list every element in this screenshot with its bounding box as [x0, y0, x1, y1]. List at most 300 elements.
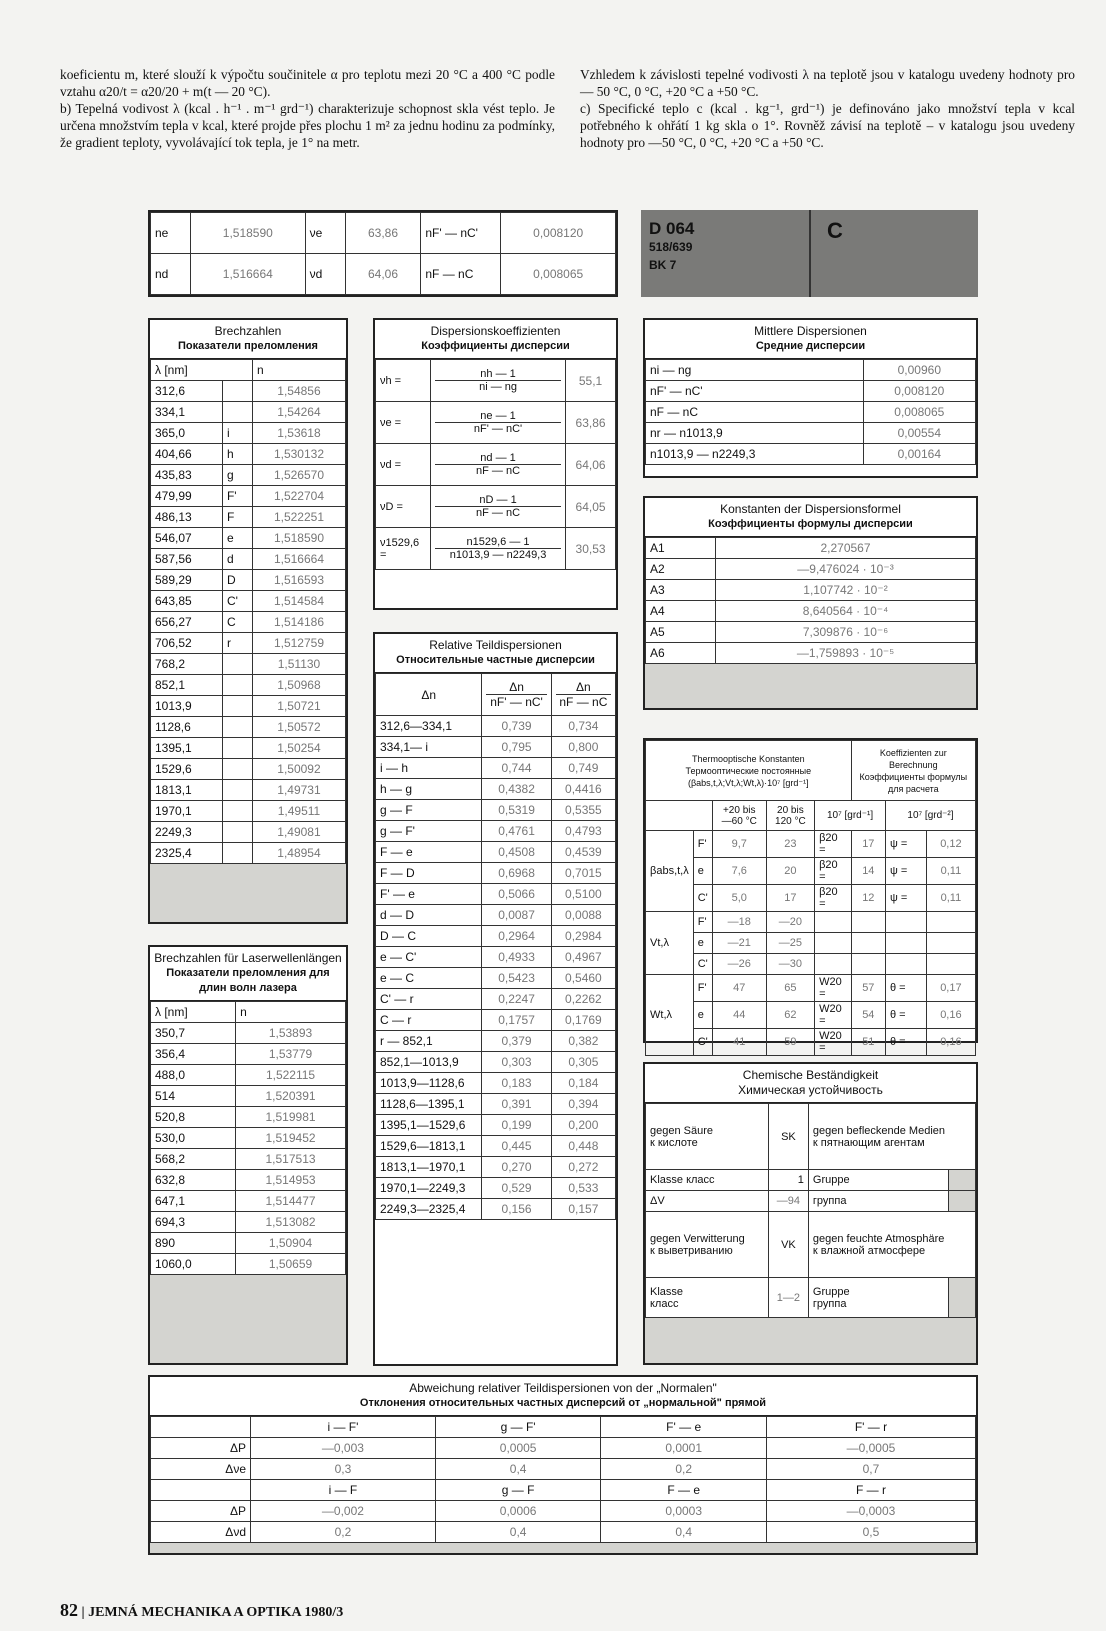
table-row	[376, 842, 616, 863]
table-row	[376, 989, 616, 1010]
table-row	[376, 926, 616, 947]
range-cell: e — C	[376, 968, 482, 989]
data-cell: Δνd	[151, 1522, 251, 1543]
symbol-cell: νD =	[376, 486, 431, 528]
index-cell: 1,50904	[236, 1233, 346, 1254]
range-cell: r — 852,1	[376, 1031, 482, 1052]
nd-value: 1,516664	[191, 254, 306, 295]
rel-value-prime: 0,199	[482, 1115, 551, 1136]
wavelength-cell: 694,3	[151, 1212, 236, 1233]
wavelength-cell: 706,52	[151, 633, 223, 654]
rel-value: 0,5460	[551, 968, 615, 989]
dispersion-constants-header	[645, 498, 976, 537]
blank-cell	[151, 1480, 251, 1501]
table-row	[151, 1501, 976, 1522]
coeff-cell: 17	[851, 831, 885, 858]
index-cell: 1,49511	[252, 801, 345, 822]
wavelength-cell: 643,85	[151, 591, 223, 612]
table-row	[151, 549, 346, 570]
symbol-cell: νh =	[376, 360, 431, 402]
line-cell: C'	[693, 954, 712, 975]
wavelength-cell: 852,1	[151, 675, 223, 696]
value-2: 23	[766, 831, 814, 858]
index-cell: 1,519452	[236, 1128, 346, 1149]
table-row	[646, 975, 976, 1002]
table-row	[151, 654, 346, 675]
line-cell	[222, 801, 252, 822]
table-row	[646, 885, 976, 912]
data-cell: 0,5	[766, 1522, 975, 1543]
index-cell: 1,514477	[236, 1191, 346, 1212]
index-cell: 1,49731	[252, 780, 345, 801]
wavelength-cell: 356,4	[151, 1044, 236, 1065]
table-row	[151, 1149, 346, 1170]
formula-cell	[431, 444, 566, 486]
table-row	[376, 1052, 616, 1073]
constant-value: 8,640564 · 10⁻⁴	[716, 601, 976, 622]
index-cell: 1,516593	[252, 570, 345, 591]
intro-paragraph: c) Specifické teplo c (kcal . kg⁻¹, grd⁻¹) je definováno jako množství tepla v kcal potřebného k ohřátí 1 kg skla o 1°. Rovněž závisí na teplotě – v katalogu jsou uvedeny hodnoty pro —50 °C, 0 °C, +20 °C a +50 °C.	[580, 101, 1075, 150]
value-2: 20	[766, 858, 814, 885]
table-row	[376, 905, 616, 926]
intro-paragraph: b) Tepelná vodivost λ (kcal . h⁻¹ . m⁻¹ grd⁻¹) charakterizuje schopnost skla vést teplo. Je určena množstvím tepla v kcal, které projde přes plochu 1 m² za jednu hodinu za podmínky, že gradient teploty, vyvolávající tok tepla, je 1° na metr.	[60, 101, 555, 150]
formula-numerator: ne — 1	[480, 410, 516, 422]
formula-numerator: n1529,6 — 1	[466, 536, 530, 548]
coeff-cell	[885, 954, 926, 975]
wavelength-cell: 1813,1	[151, 780, 223, 801]
wavelength-cell: 890	[151, 1233, 236, 1254]
table-row	[646, 381, 976, 402]
thermo-head-ru: Термооптические постоянные	[685, 765, 812, 776]
coeff-cell: 0,11	[926, 858, 975, 885]
nfc-label: nF' — nC'	[421, 213, 501, 254]
coeff-cell: 14	[851, 858, 885, 885]
col-range-1: +20 bis —60 °C	[712, 801, 766, 831]
data-cell: 0,0005	[435, 1438, 601, 1459]
group-value-2	[948, 1278, 976, 1318]
weathering-label: gegen Verwitterung к выветриванию	[646, 1212, 769, 1278]
rel-value-prime: 0,5423	[482, 968, 551, 989]
index-cell: 1,513082	[236, 1212, 346, 1233]
table-row	[151, 822, 346, 843]
range-cell: g — F'	[376, 821, 482, 842]
data-cell: 0,0006	[435, 1501, 601, 1522]
range-cell: C — r	[376, 1010, 482, 1031]
formula-denominator: ni — ng	[435, 380, 561, 393]
rel-value-prime: 0,1757	[482, 1010, 551, 1031]
range-cell: 1013,9—1128,6	[376, 1073, 482, 1094]
dispersion-coeff-header	[375, 320, 616, 359]
value-2: 65	[766, 975, 814, 1002]
value-1: 9,7	[712, 831, 766, 858]
wavelength-cell: 587,56	[151, 549, 223, 570]
range-cell: 852,1—1013,9	[376, 1052, 482, 1073]
thermooptic-table	[645, 740, 976, 1056]
data-cell: ΔP	[151, 1438, 251, 1459]
index-cell: 1,526570	[252, 465, 345, 486]
rel-value-prime: 0,303	[482, 1052, 551, 1073]
col-rel	[551, 674, 615, 716]
coeff-cell	[851, 933, 885, 954]
dispersion-value: 0,00554	[863, 423, 975, 444]
rel-value: 0,0088	[551, 905, 615, 926]
group-label: Vt,λ	[646, 912, 694, 975]
table-row	[151, 738, 346, 759]
rel-value-prime: 0,183	[482, 1073, 551, 1094]
group-label-ru: группа	[808, 1191, 948, 1212]
data-cell: —0,0005	[766, 1438, 975, 1459]
index-cell: 1,50572	[252, 717, 345, 738]
class-value-1: 1	[768, 1170, 808, 1191]
index-cell: 1,49081	[252, 822, 345, 843]
line-cell: F	[222, 507, 252, 528]
coeff-cell: β20 =	[815, 831, 852, 858]
table-row	[646, 538, 976, 559]
table-row	[151, 759, 346, 780]
range-cell: g — F	[376, 800, 482, 821]
rel-value-prime: 0,6968	[482, 863, 551, 884]
relative-dispersion-box	[373, 632, 618, 1366]
rel-value: 0,394	[551, 1094, 615, 1115]
rel-value: 0,4416	[551, 779, 615, 800]
index-cell: 1,53618	[252, 423, 345, 444]
table-row	[646, 622, 976, 643]
col-rel-den: nF — nC	[556, 694, 611, 709]
intro-right	[580, 66, 1075, 151]
index-cell: 1,53779	[236, 1044, 346, 1065]
wavelength-cell: 365,0	[151, 423, 223, 444]
nd-label: nd	[151, 254, 191, 295]
table-row	[646, 643, 976, 664]
table-row	[376, 360, 616, 402]
table-row	[376, 1073, 616, 1094]
range-cell: 1970,1—2249,3	[376, 1178, 482, 1199]
index-cell: 1,518590	[252, 528, 345, 549]
rel-value: 0,4967	[551, 947, 615, 968]
table-row	[376, 402, 616, 444]
table-row	[151, 1086, 346, 1107]
header-cell: F — r	[766, 1480, 975, 1501]
table-row	[646, 580, 976, 601]
value-1: 7,6	[712, 858, 766, 885]
line-cell: D	[222, 570, 252, 591]
table-row	[646, 402, 976, 423]
table-row	[376, 486, 616, 528]
wavelength-cell: 1970,1	[151, 801, 223, 822]
class-value-2: 1—2	[768, 1278, 808, 1318]
blank-cell	[151, 1417, 251, 1438]
rel-value-prime: 0,2964	[482, 926, 551, 947]
coeff-cell	[851, 912, 885, 933]
col-rel-prime	[482, 674, 551, 716]
dv-label: ΔV	[646, 1191, 769, 1212]
rel-value: 0,272	[551, 1157, 615, 1178]
data-cell: 0,2	[601, 1459, 767, 1480]
range-cell: F — e	[376, 842, 482, 863]
coeff-cell: W20 =	[815, 975, 852, 1002]
wavelength-cell: 350,7	[151, 1023, 236, 1044]
range-cell: 1128,6—1395,1	[376, 1094, 482, 1115]
rel-value-prime: 0,4933	[482, 947, 551, 968]
range-cell: D — C	[376, 926, 482, 947]
rel-value-prime: 0,2247	[482, 989, 551, 1010]
wavelength-cell: 2325,4	[151, 843, 223, 864]
rel-value: 0,200	[551, 1115, 615, 1136]
dispersion-label: nF — nC	[646, 402, 864, 423]
line-cell: C	[222, 612, 252, 633]
nf-c-label: nF — nC	[421, 254, 501, 295]
rel-value-prime: 0,529	[482, 1178, 551, 1199]
rel-value: 0,533	[551, 1178, 615, 1199]
table-row	[376, 1094, 616, 1115]
formula-denominator: nF — nC	[435, 506, 561, 519]
symbol-cell: ν1529,6 =	[376, 528, 431, 570]
line-cell: F'	[693, 975, 712, 1002]
line-cell: e	[222, 528, 252, 549]
range-cell: 312,6—334,1	[376, 716, 482, 737]
humidity-label: gegen feuchte Atmosphäre к влажной атмосфере	[808, 1212, 975, 1278]
brechzahlen-title-ru: Показатели преломления	[178, 340, 318, 352]
brechzahlen-box	[148, 318, 348, 924]
table-row	[646, 360, 976, 381]
index-cell: 1,522115	[236, 1065, 346, 1086]
deviation-title-ru: Отклонения относительных частных дисперсий от „нормальной" прямой	[359, 1397, 767, 1409]
wavelength-cell: 1529,6	[151, 759, 223, 780]
constant-label: A6	[646, 643, 716, 664]
deviation-title: Abweichung relativer Teildispersionen von der „Normalen"	[409, 1381, 717, 1395]
table-row	[646, 601, 976, 622]
index-cell: 1,514186	[252, 612, 345, 633]
coeff-cell	[926, 912, 975, 933]
wavelength-cell: 514	[151, 1086, 236, 1107]
col-unit-1: 10⁷ [grd⁻¹]	[815, 801, 886, 831]
table-row	[151, 1212, 346, 1233]
thermooptic-box	[643, 738, 978, 1054]
rel-value: 0,1769	[551, 1010, 615, 1031]
coeff-cell: β20 =	[815, 885, 852, 912]
wavelength-cell: 632,8	[151, 1170, 236, 1191]
formula-cell	[431, 360, 566, 402]
index-cell: 1,522704	[252, 486, 345, 507]
intro-paragraph: Vzhledem k závislosti tepelné vodivosti λ na teplotě jsou v katalogu uvedeny hodnoty pro — 50 °C, 0 °C, +20 °C a +50 °C.	[580, 67, 1075, 99]
class-label-2: Klasse класс	[646, 1278, 769, 1318]
line-cell	[222, 675, 252, 696]
coeff-cell: 0,12	[926, 831, 975, 858]
table-row	[376, 1157, 616, 1178]
table-row	[151, 591, 346, 612]
relative-dispersion-table	[375, 673, 616, 1220]
range-cell: 1529,6—1813,1	[376, 1136, 482, 1157]
line-cell	[222, 780, 252, 801]
header-cell: F — e	[601, 1480, 767, 1501]
table-row	[376, 863, 616, 884]
ve-label: νe	[305, 213, 345, 254]
constant-label: A3	[646, 580, 716, 601]
dispersion-coeff-box	[373, 318, 618, 610]
table-row	[376, 1199, 616, 1220]
rel-value: 0,4539	[551, 842, 615, 863]
group-label: Wt,λ	[646, 975, 694, 1056]
formula-numerator: nh — 1	[480, 368, 516, 380]
table-row	[151, 1128, 346, 1149]
group-value-1	[948, 1170, 976, 1191]
rel-value: 0,749	[551, 758, 615, 779]
laser-title: Brechzahlen für Laserwellenlängen	[154, 951, 342, 965]
chemical-title: Chemische Beständigkeit	[742, 1068, 879, 1082]
rel-value: 0,5100	[551, 884, 615, 905]
wavelength-cell: 1060,0	[151, 1254, 236, 1275]
thermo-head	[646, 741, 852, 801]
line-cell: e	[693, 1002, 712, 1029]
table-row	[376, 716, 616, 737]
coeff-cell	[926, 933, 975, 954]
deviation-header	[150, 1377, 976, 1416]
index-cell: 1,516664	[252, 549, 345, 570]
value-1: —26	[712, 954, 766, 975]
thermo-blank	[646, 801, 713, 831]
table-row	[151, 465, 346, 486]
coeff-cell: β20 =	[815, 858, 852, 885]
col-rel-num: Δn	[576, 680, 591, 694]
group-label-1: Gruppe	[808, 1170, 948, 1191]
table-row	[151, 801, 346, 822]
ne-label: ne	[151, 213, 191, 254]
table-row	[151, 444, 346, 465]
rel-value-prime: 0,5319	[482, 800, 551, 821]
table-row	[376, 947, 616, 968]
col-range-2: 20 bis 120 °C	[766, 801, 814, 831]
line-cell: r	[222, 633, 252, 654]
range-cell: e — C'	[376, 947, 482, 968]
chemical-table	[645, 1103, 976, 1318]
rel-value-prime: 0,739	[482, 716, 551, 737]
wavelength-cell: 404,66	[151, 444, 223, 465]
coeff-cell: W20 =	[815, 1002, 852, 1029]
index-cell: 1,520391	[236, 1086, 346, 1107]
index-cell: 1,50968	[252, 675, 345, 696]
brechzahlen-table	[150, 359, 346, 864]
range-cell: i — h	[376, 758, 482, 779]
table-row	[151, 717, 346, 738]
header-cell: i — F	[251, 1480, 436, 1501]
table-row	[646, 954, 976, 975]
index-cell: 1,48954	[252, 843, 345, 864]
table-row	[151, 1438, 976, 1459]
coeff-cell: 0,11	[926, 885, 975, 912]
wavelength-cell: 488,0	[151, 1065, 236, 1086]
wavelength-cell: 520,8	[151, 1107, 236, 1128]
dispersion-constants-table	[645, 537, 976, 664]
table-row	[151, 1191, 346, 1212]
intro-left	[60, 66, 555, 151]
chemical-header	[645, 1064, 976, 1103]
page-footer	[60, 1600, 343, 1621]
table-row	[151, 843, 346, 864]
data-cell: 0,3	[251, 1459, 436, 1480]
formula-denominator: nF — nC	[435, 464, 561, 477]
abbe-value: 63,86	[566, 402, 616, 444]
coeff-cell	[926, 954, 975, 975]
table-row	[151, 675, 346, 696]
range-cell: C' — r	[376, 989, 482, 1010]
wavelength-cell: 1128,6	[151, 717, 223, 738]
abbe-value: 30,53	[566, 528, 616, 570]
table-row	[376, 444, 616, 486]
header-cell: g — F	[435, 1480, 601, 1501]
rel-value: 0,157	[551, 1199, 615, 1220]
coeff-cell: W20 =	[815, 1029, 852, 1056]
line-cell	[222, 717, 252, 738]
constant-value: —9,476024 · 10⁻³	[716, 559, 976, 580]
table-row	[376, 737, 616, 758]
line-cell: e	[693, 933, 712, 954]
table-row	[151, 780, 346, 801]
table-row	[151, 612, 346, 633]
rel-value-prime: 0,156	[482, 1199, 551, 1220]
acid-label: gegen Säure к кислоте	[646, 1104, 769, 1170]
dispersion-value: 0,008065	[863, 402, 975, 423]
table-row	[151, 528, 346, 549]
col-dn: Δn	[376, 674, 482, 716]
rel-value-prime: 0,4761	[482, 821, 551, 842]
wavelength-cell: 334,1	[151, 402, 223, 423]
table-row	[151, 486, 346, 507]
line-cell: e	[693, 858, 712, 885]
coeff-cell: θ =	[885, 975, 926, 1002]
table-row	[376, 779, 616, 800]
chemical-title-ru: Химическая устойчивость	[738, 1083, 883, 1097]
coeff-cell	[815, 912, 852, 933]
dispersion-value: 0,00164	[863, 444, 975, 465]
table-row	[151, 570, 346, 591]
table-row	[151, 1065, 346, 1086]
constant-value: 1,107742 · 10⁻²	[716, 580, 976, 601]
vd-value: 64,06	[345, 254, 421, 295]
summary-box	[148, 210, 618, 297]
table-row	[151, 1170, 346, 1191]
line-cell: F'	[693, 912, 712, 933]
line-cell: C'	[693, 1029, 712, 1056]
range-cell: 1395,1—1529,6	[376, 1115, 482, 1136]
wavelength-cell: 486,13	[151, 507, 223, 528]
formula-cell	[431, 528, 566, 570]
wavelength-cell: 656,27	[151, 612, 223, 633]
table-row	[151, 1417, 976, 1438]
group-value-ru	[948, 1191, 976, 1212]
coeff-cell: 54	[851, 1002, 885, 1029]
table-row	[376, 884, 616, 905]
table-row	[151, 402, 346, 423]
index-cell: 1,53893	[236, 1023, 346, 1044]
abbe-value: 55,1	[566, 360, 616, 402]
coeff-cell	[885, 933, 926, 954]
coeff-cell: 12	[851, 885, 885, 912]
header-cell: i — F'	[251, 1417, 436, 1438]
table-row	[151, 507, 346, 528]
table-row	[646, 559, 976, 580]
rel-value: 0,382	[551, 1031, 615, 1052]
index-cell: 1,51130	[252, 654, 345, 675]
col-unit-2: 10⁷ [grd⁻²]	[885, 801, 975, 831]
rel-value-prime: 0,270	[482, 1157, 551, 1178]
ne-value: 1,518590	[191, 213, 306, 254]
rel-value-prime: 0,0087	[482, 905, 551, 926]
dispersion-label: nF' — nC'	[646, 381, 864, 402]
data-cell: ΔP	[151, 1501, 251, 1522]
rel-value: 0,734	[551, 716, 615, 737]
coeff-head-ru: Коэффициенты формулы для расчета	[859, 771, 968, 794]
data-cell: 0,0001	[601, 1438, 767, 1459]
